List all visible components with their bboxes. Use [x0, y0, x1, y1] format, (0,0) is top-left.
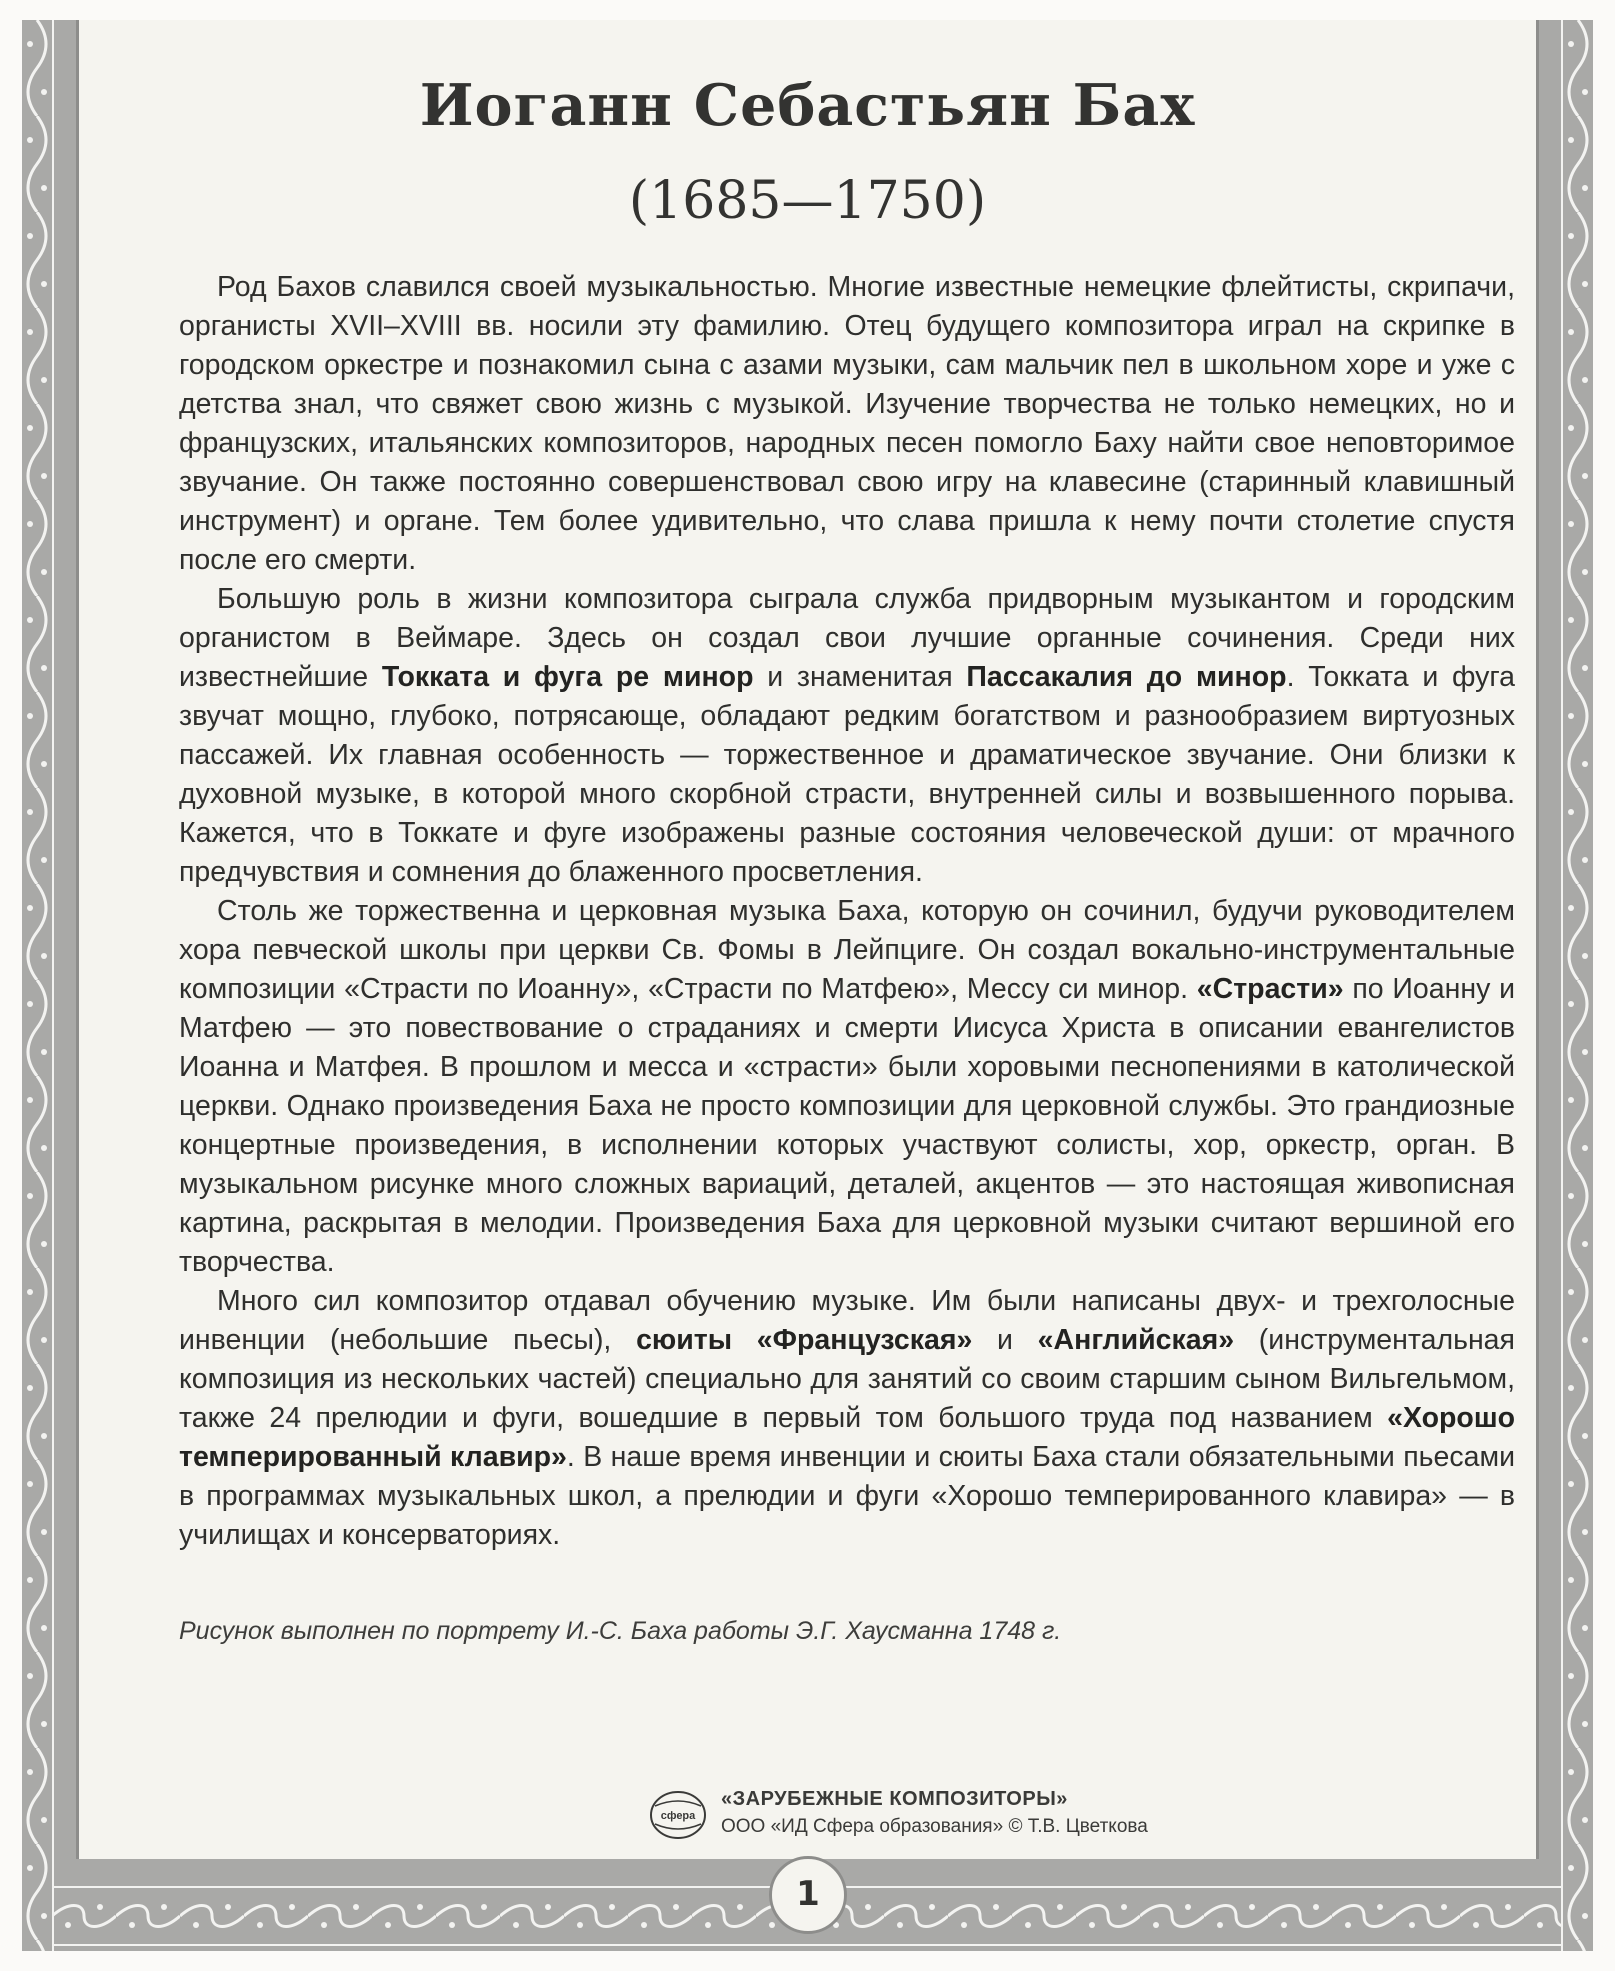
life-dates: (1685—1750) [628, 171, 987, 231]
paragraph-1: Род Бахов славился своей музыкальностью. Многие известные немецкие флейтисты, скрипачи, органисты XVII–XVIII вв. носили эту фамилию. Отец будущего композитора играл на скрипке в городском оркестре и познакомил сына с азами музыки, сам мальчик пел в школьном хоре и уже с детства знал, что свяжет свою жизнь с музыкой. Изучение творчества не только немецких, но и французских, итальянских композиторов, народных песен помогло Баху найти свое неповторимое звучание. Он также постоянно совершенствовал свою игру на клавесине (старинный клавишный инструмент) и органе. Тем более удивительно, что слава пришла к нему почти столетие спустя после его смерти. [179, 271, 1515, 576]
text-run: Большую роль в жизни композитора сыграла служба придворным музыкантом и городским органистом в Веймаре. Здесь он создал свои лучшие органные сочинения. Среди них известнейшие [179, 583, 1515, 693]
left-vine-ornament [22, 20, 52, 1951]
text-run: и [972, 1324, 1038, 1356]
text-run: по Иоанну и Матфею — это повествование о страданиях и смерти Иисуса Христа в описании евангелистов Иоанна и Матфея. В прошлом и месса и «страсти» были хоровыми песнопениями в католической церкви. Однако произведения Баха не просто композиции для церковной службы. Это грандиозные концертные произведения, в исполнении которых участвуют солисты, хор, оркестр, орган. В музыкальном рисунке много сложных вариаций, деталей, акцентов — это настоящая живописная картина, раскрытая в мелодии. Произведения Баха для церковной музыки считают вершиной его творчества. [179, 973, 1515, 1278]
publisher-credit: ООО «ИД Сфера образования» © Т.В. Цветкова [721, 1816, 1148, 1837]
page-title: Иоганн Себастьян Бах [419, 72, 1196, 139]
work-title-french-suite: сюиты «Французская» [636, 1324, 973, 1356]
text-run: . В наше время инвенции и сюиты Баха стали обязательными пьесами в программах музыкальных школ, а прелюдии и фуги «Хорошо темперированного клавира» — в училищах и консерваториях. [179, 1441, 1515, 1551]
text-run: Столь же торжественна и церковная музыка Баха, которую он сочинил, будучи руководителем хора певческой школы при церкви Св. Фомы в Лейпциге. Он создал вокально-инструментальные композиции «Страсти по Иоанну», «Страсти по Матфею», Мессу си минор. [179, 895, 1515, 1005]
frame-inner-line [52, 20, 1563, 1951]
text-run: Много сил композитор отдавал обучению музыке. Им были написаны двух- и трехголосные инвенции (небольшие пьесы), [179, 1285, 1515, 1356]
work-title-passions: «Страсти» [1196, 973, 1344, 1005]
text-run: и знаменитая [753, 661, 967, 693]
page-number: 1 [769, 1856, 847, 1934]
work-title-wtc: «Хорошо темперированный клавир» [179, 1402, 1515, 1473]
decorative-frame [22, 20, 1593, 1951]
svg-text:сфера: сфера [660, 1810, 696, 1822]
portrait-caption: Рисунок выполнен по портрету И.-С. Баха работы Э.Г. Хаусманна 1748 г. [179, 1617, 1062, 1645]
work-title-english-suite: «Английская» [1037, 1324, 1235, 1356]
text-run: . Токката и фуга звучат мощно, глубоко, потрясающе, обладают редким богатством и разнообразием виртуозных пассажей. Их главная особенность — торжественное и драматическое звучание. Они близки к духовной музыке, в которой много скорбной страсти, внутренней силы и возвышенного порыва. Кажется, что в Токкате и фуге изображены разные состояния человеческой души: от мрачного предчувствия и сомнения до блаженного просветления. [179, 661, 1516, 888]
work-title-toccata: Токката и фуга ре минор [381, 661, 754, 693]
text-run: (инструментальная композиция из нескольких частей) специально для занятий со своим старшим сыном Вильгельмом, также 24 прелюдии и фуги, вошедшие в первый том большого труда под названием [179, 1324, 1515, 1434]
series-title: «ЗАРУБЕЖНЫЕ КОМПОЗИТОРЫ» [721, 1788, 1068, 1810]
right-vine-ornament [1563, 20, 1593, 1951]
work-title-passacaglia: Пассакалия до минор [966, 661, 1287, 693]
